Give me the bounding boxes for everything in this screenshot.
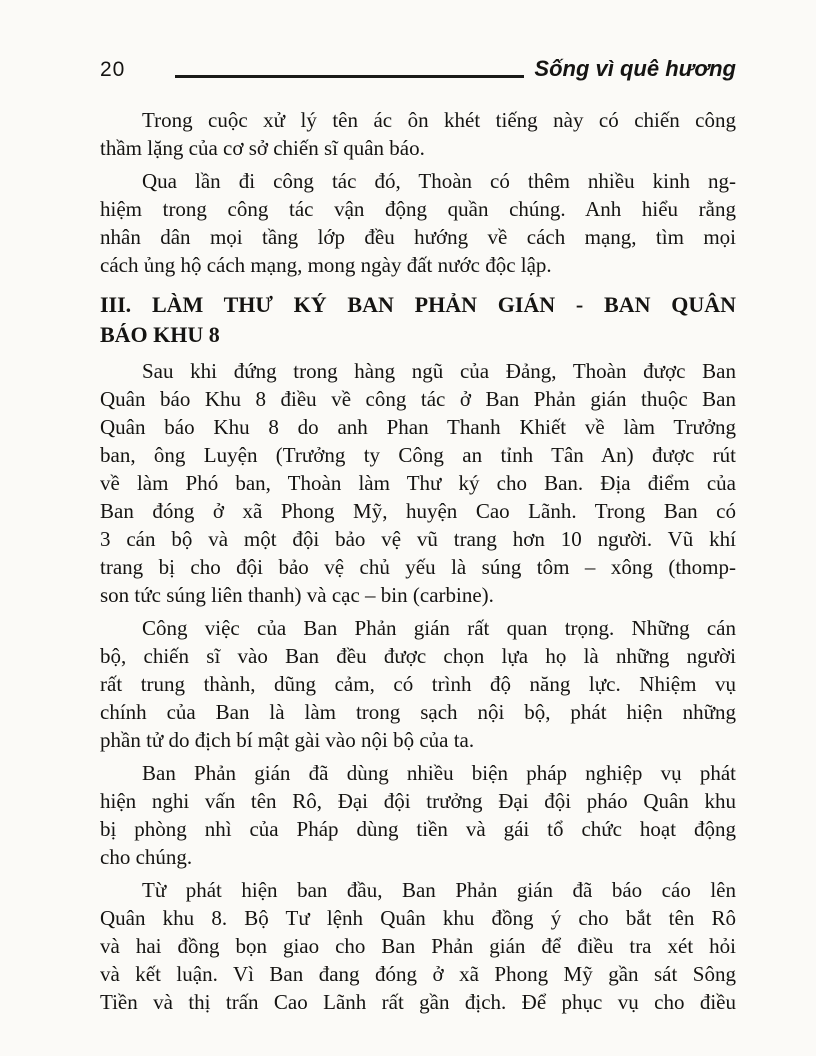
text-line: Qua lần đi công tác đó, Thoàn có thêm nhiều kinh ng- <box>142 169 736 193</box>
text-line: bộ, chiến sĩ vào Ban đều được chọn lựa họ là những người <box>100 644 736 668</box>
text-line: hiện nghi vấn tên Rô, Đại đội trưởng Đại đội pháo Quân khu <box>100 789 736 813</box>
heading-line: BÁO KHU 8 <box>100 322 220 347</box>
text-line: Trong cuộc xử lý tên ác ôn khét tiếng này có chiến công <box>142 108 736 132</box>
text-line: Quân khu 8. Bộ Tư lệnh Quân khu đồng ý cho bắt tên Rô <box>100 906 736 930</box>
text-line: Sau khi đứng trong hàng ngũ của Đảng, Thoàn được Ban <box>142 359 736 383</box>
text-line: thầm lặng của cơ sở chiến sĩ quân báo. <box>100 136 425 160</box>
text-line: trang bị cho đội bảo vệ chủ yếu là súng tôm – xông (thomp- <box>100 555 736 579</box>
text-line: son tức súng liên thanh) và cạc – bin (carbine). <box>100 583 494 607</box>
text-line: Quân báo Khu 8 điều về công tác ở Ban Phản gián thuộc Ban <box>100 387 736 411</box>
text-line: 3 cán bộ và một đội bảo vệ vũ trang hơn 10 người. Vũ khí <box>100 527 736 551</box>
paragraph <box>100 614 736 754</box>
paragraph <box>100 759 736 871</box>
text-line: hiệm trong công tác vận động quần chúng. Anh hiểu rằng <box>100 197 736 221</box>
text-line: về làm Phó ban, Thoàn làm Thư ký cho Ban. Địa điểm của <box>100 471 736 495</box>
paragraph <box>100 357 736 609</box>
text-line: Ban đóng ở xã Phong Mỹ, huyện Cao Lãnh. Trong Ban có <box>100 499 736 523</box>
running-title: Sống vì quê hương <box>534 56 736 81</box>
heading-line: III. LÀM THƯ KÝ BAN PHẢN GIÁN - BAN QUÂN <box>100 292 736 317</box>
text-line: cho chúng. <box>100 845 193 869</box>
text-line: cách ủng hộ cách mạng, mong ngày đất nước độc lập. <box>100 253 552 277</box>
section-heading <box>100 290 736 350</box>
text-line: rất trung thành, dũng cảm, có trình độ năng lực. Nhiệm vụ <box>100 672 736 696</box>
text-line: nhân dân mọi tầng lớp đều hướng về cách mạng, tìm mọi <box>100 225 736 249</box>
text-line: và kết luận. Vì Ban đang đóng ở xã Phong Mỹ gần sát Sông <box>100 962 736 986</box>
text-line: Ban Phản gián đã dùng nhiều biện pháp nghiệp vụ phát <box>142 761 736 785</box>
text-line: chính của Ban là làm trong sạch nội bộ, phát hiện những <box>100 700 736 724</box>
running-header <box>100 56 736 82</box>
text-line: bị phòng nhì của Pháp dùng tiền và gái tổ chức hoạt động <box>100 817 736 841</box>
text-line: và hai đồng bọn giao cho Ban Phản gián để điều tra xét hỏi <box>100 934 736 958</box>
text-line: Quân báo Khu 8 do anh Phan Thanh Khiết về làm Trưởng <box>100 415 736 439</box>
text-line: phần tử do địch bí mật gài vào nội bộ của ta. <box>100 728 475 752</box>
page-body <box>100 106 736 1016</box>
page-number: 20 <box>100 58 126 81</box>
header-rule <box>175 75 524 78</box>
text-line: Tiền và thị trấn Cao Lãnh rất gần địch. Để phục vụ cho điều <box>100 990 736 1014</box>
paragraph <box>100 167 736 279</box>
text-line: ban, ông Luyện (Trưởng ty Công an tỉnh Tân An) được rút <box>100 443 736 467</box>
paragraph <box>100 106 736 162</box>
text-line: Công việc của Ban Phản gián rất quan trọng. Những cán <box>142 616 736 640</box>
text-line: Từ phát hiện ban đầu, Ban Phản gián đã báo cáo lên <box>142 878 736 902</box>
paragraph <box>100 876 736 1016</box>
